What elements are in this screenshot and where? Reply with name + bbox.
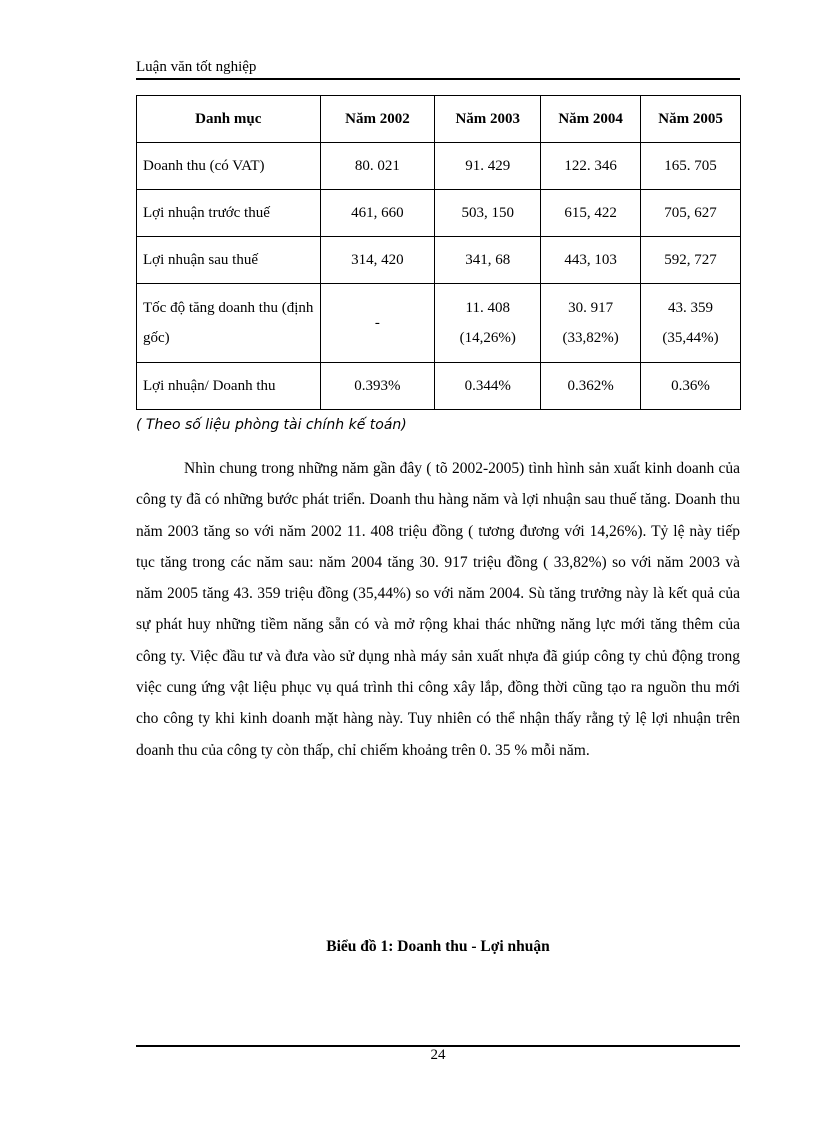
column-header: Danh mục <box>137 96 321 143</box>
table-cell: 461, 660 <box>320 190 435 237</box>
table-row <box>137 237 741 284</box>
row-label: Doanh thu (có VAT) <box>137 143 321 190</box>
chart-title: Biểu đồ 1: Doanh thu - Lợi nhuận <box>326 938 550 955</box>
row-label: Lợi nhuận trước thuế <box>137 190 321 237</box>
column-header: Năm 2003 <box>435 96 541 143</box>
table-header-row <box>137 96 741 143</box>
table-cell: 503, 150 <box>435 190 541 237</box>
table-cell: 592, 727 <box>641 237 741 284</box>
table-row <box>137 284 741 363</box>
table-cell: 165. 705 <box>641 143 741 190</box>
running-header: Luận văn tốt nghiệp <box>136 58 740 80</box>
table-cell: 0.362% <box>541 363 641 410</box>
table-row <box>137 363 741 410</box>
table-cell: 341, 68 <box>435 237 541 284</box>
column-header: Năm 2005 <box>641 96 741 143</box>
table-row <box>137 143 741 190</box>
table-cell: 615, 422 <box>541 190 641 237</box>
table-cell: 30. 917 (33,82%) <box>541 284 641 363</box>
table-cell: 0.344% <box>435 363 541 410</box>
table-cell: 11. 408 (14,26%) <box>435 284 541 363</box>
table-cell: 0.36% <box>641 363 741 410</box>
table-row <box>137 190 741 237</box>
source-note: ( Theo số liệu phòng tài chính kế toán) <box>136 417 407 433</box>
row-label: Lợi nhuận sau thuế <box>137 237 321 284</box>
column-header: Năm 2002 <box>320 96 435 143</box>
table-cell: 43. 359 (35,44%) <box>641 284 741 363</box>
column-header: Năm 2004 <box>541 96 641 143</box>
table-cell: 314, 420 <box>320 237 435 284</box>
row-label: Lợi nhuận/ Doanh thu <box>137 363 321 410</box>
table-cell: - <box>320 284 435 363</box>
financial-table <box>136 95 741 410</box>
table-cell: 0.393% <box>320 363 435 410</box>
page-number: 24 <box>430 1047 446 1063</box>
table-cell: 91. 429 <box>435 143 541 190</box>
body-paragraph: Nhìn chung trong những năm gần đây ( tõ 2002-2005) tình hình sản xuất kinh doanh của công ty đã có những bước phát triển. Doanh thu hàng năm và lợi nhuận sau thuế tăng. Doanh thu năm 2003 tăng so với năm 2002 11. 408 triệu đồng ( tương đương với 14,26%). Tỷ lệ này tiếp tục tăng trong các năm sau: năm 2004 tăng 30. 917 triệu đồng ( 33,82%) so với năm 2003 và năm 2005 tăng 43. 359 triệu đồng (35,44%) so với năm 2004. Sù tăng trưởng này là kết quả của sự phát huy những tiềm năng sẵn có và mở rộng khai thác những năng lực mới tăng thêm của công ty. Việc đầu tư và đưa vào sử dụng nhà máy sản xuất nhựa đã giúp công ty chủ động trong việc cung ứng vật liệu phục vụ quá trình thi công xây lắp, đồng thời cũng tạo ra nguồn thu mới cho công ty khi kinh doanh mặt hàng này. Tuy nhiên có thể nhận thấy rằng tỷ lệ lợi nhuận trên doanh thu của công ty còn thấp, chỉ chiếm khoảng trên 0. 35 % mỗi năm. <box>136 460 740 759</box>
table-cell: 443, 103 <box>541 237 641 284</box>
row-label: Tốc độ tăng doanh thu (định gốc) <box>137 284 321 363</box>
table-cell: 122. 346 <box>541 143 641 190</box>
table-cell: 80. 021 <box>320 143 435 190</box>
table-cell: 705, 627 <box>641 190 741 237</box>
